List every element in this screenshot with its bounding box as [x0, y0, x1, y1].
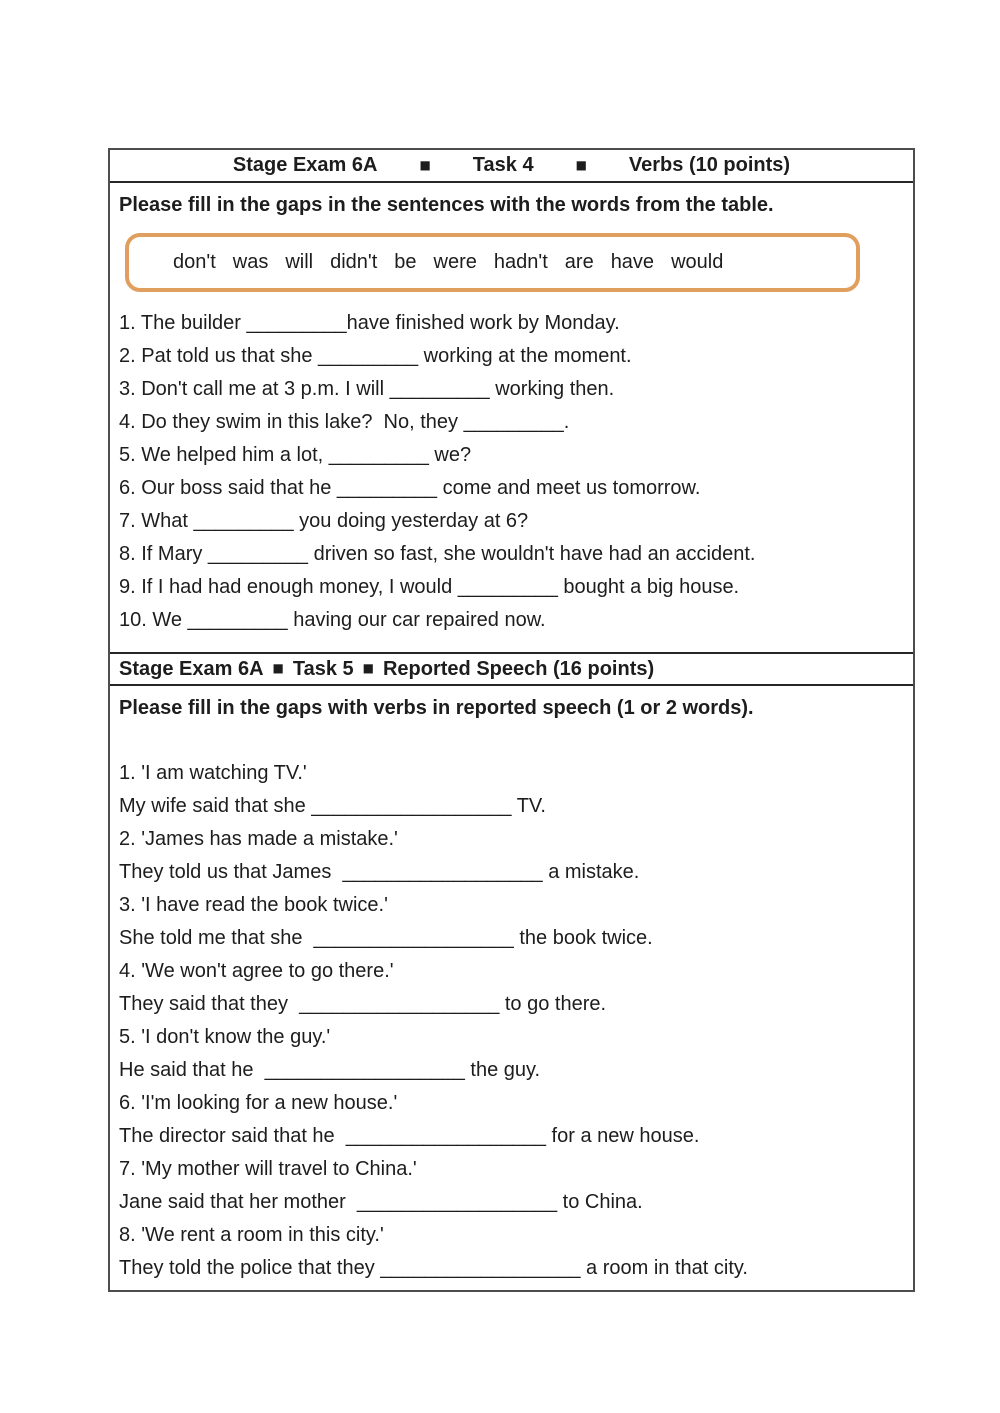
task5-body: [110, 686, 913, 1290]
task5-quote: 2. 'James has made a mistake.': [119, 828, 398, 850]
task4-header-row: [110, 150, 913, 183]
word-bank-word: didn't: [330, 251, 378, 273]
square-bullet-icon: ■: [419, 157, 431, 172]
task4-sentence: 5. We helped him a lot, _________ we?: [119, 444, 472, 466]
task5-header-exam-title: Stage Exam 6A: [119, 657, 264, 680]
task5-reported: He said that he __________________ the guy.: [119, 1059, 541, 1081]
task4-sentence: 9. If I had had enough money, I would _________ bought a big house.: [119, 576, 740, 598]
word-bank-word: have: [610, 251, 655, 273]
word-bank-box: [125, 233, 860, 292]
word-bank-word: be: [394, 251, 417, 273]
task4-sentence: 7. What _________ you doing yesterday at 6?: [119, 510, 529, 532]
task5-header-topic-label: Reported Speech (16 points): [382, 657, 655, 680]
task5-reported: They said that they __________________ to go there.: [119, 993, 607, 1015]
task5-quote: 1. 'I am watching TV.': [119, 762, 307, 784]
word-bank-word: would: [671, 251, 724, 273]
task4-header-topic-label: Verbs (10 points): [628, 154, 791, 176]
task5-quote: 7. 'My mother will travel to China.': [119, 1158, 417, 1180]
word-bank-word: was: [232, 251, 269, 273]
task4-sentence: 3. Don't call me at 3 p.m. I will _________ working then.: [119, 378, 615, 400]
task5-quote: 3. 'I have read the book twice.': [119, 894, 388, 916]
task4-sentence: 6. Our boss said that he _________ come and meet us tomorrow.: [119, 477, 701, 499]
task5-reported: The director said that he __________________ for a new house.: [119, 1125, 700, 1147]
task4-sentence: 2. Pat told us that she _________ working at the moment.: [119, 345, 632, 367]
square-bullet-icon: ■: [272, 661, 284, 675]
task4-body: [110, 183, 913, 654]
task5-items: [119, 757, 903, 1285]
task4-header-task-label: Task 4: [472, 154, 534, 176]
worksheet-table: [108, 148, 915, 1292]
word-bank-word: are: [564, 251, 594, 273]
task4-header-exam-title: Stage Exam 6A: [232, 154, 378, 176]
task4-sentence: 4. Do they swim in this lake? No, they _________.: [119, 411, 570, 433]
task5-reported: She told me that she __________________ the book twice.: [119, 927, 653, 949]
task5-quote: 4. 'We won't agree to go there.': [119, 960, 394, 982]
task5-reported: Jane said that her mother __________________ to China.: [119, 1191, 643, 1213]
word-bank-word: hadn't: [493, 251, 548, 273]
task4-instruction: Please fill in the gaps in the sentences with the words from the table.: [119, 194, 774, 216]
square-bullet-icon: ■: [362, 661, 374, 675]
task5-reported: My wife said that she __________________ TV.: [119, 795, 546, 817]
task5-quote: 8. 'We rent a room in this city.': [119, 1224, 384, 1246]
task4-sentences: [119, 307, 903, 637]
task5-instruction: Please fill in the gaps with verbs in reported speech (1 or 2 words).: [119, 697, 754, 719]
word-bank-word: were: [433, 251, 477, 273]
task5-quote: 6. 'I'm looking for a new house.': [119, 1092, 398, 1114]
word-bank-word: will: [285, 251, 314, 273]
task5-reported: They told us that James __________________ a mistake.: [119, 861, 640, 883]
square-bullet-icon: ■: [575, 157, 587, 172]
task5-quote: 5. 'I don't know the guy.': [119, 1026, 331, 1048]
task4-sentence: 1. The builder _________have finished work by Monday.: [119, 312, 620, 334]
task5-reported: They told the police that they __________________ a room in that city.: [119, 1257, 748, 1279]
word-bank-word: don't: [173, 251, 216, 273]
task5-header-row: [110, 654, 913, 686]
task4-sentence: 10. We _________ having our car repaired now.: [119, 609, 546, 631]
task5-header-task-label: Task 5: [292, 657, 354, 680]
task4-sentence: 8. If Mary _________ driven so fast, she wouldn't have had an accident.: [119, 543, 756, 565]
